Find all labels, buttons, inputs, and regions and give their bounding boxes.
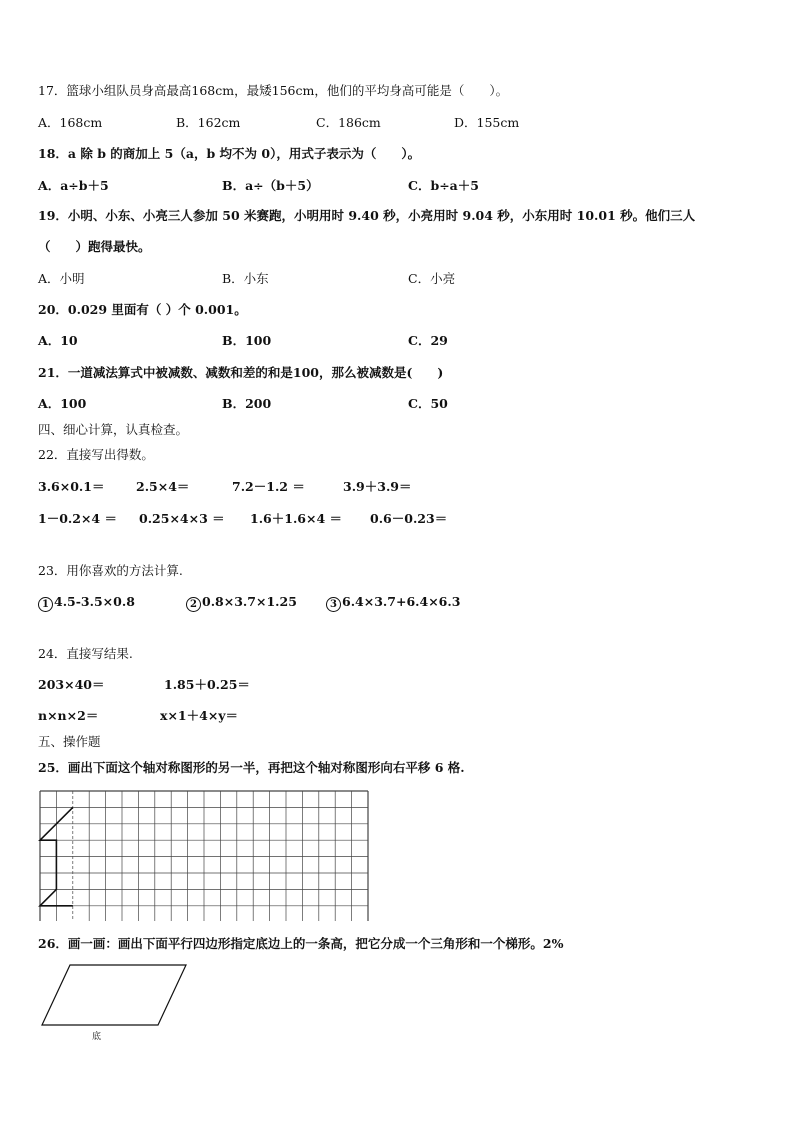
q25-square-grid xyxy=(38,789,372,921)
q20-option-a: A．10 xyxy=(38,333,78,348)
q21-option-c: C．50 xyxy=(408,396,448,411)
q26-base-label: 底 xyxy=(92,1032,102,1042)
q19-option-b: B．小东 xyxy=(222,271,269,286)
q24-expr: 1.85＋0.25＝ xyxy=(164,677,250,692)
q26-stem: 26．画一画：画出下面平行四边形指定底边上的一条高，把它分成一个三角形和一个梯形。2% xyxy=(38,936,564,951)
q20-option-c: C．29 xyxy=(408,333,448,348)
q23-expr: 0.8×3.7×1.25 xyxy=(202,594,297,609)
q23-stem: 23．用你喜欢的方法计算. xyxy=(38,563,183,578)
q22-expr: 7.2－1.2 ＝ xyxy=(232,479,305,494)
q18-option-b: B．a÷（b＋5） xyxy=(222,178,319,193)
q24-expr: x×1＋4×y＝ xyxy=(160,708,239,723)
q17-option-b: B．162cm xyxy=(176,115,241,130)
q26-parallelogram xyxy=(38,962,198,1032)
q21-option-a: A．100 xyxy=(38,396,87,411)
q17-option-a: A．168cm xyxy=(38,115,103,130)
q25-stem: 25．画出下面这个轴对称图形的另一半，再把这个轴对称图形向右平移 6 格. xyxy=(38,760,465,775)
circled-number: 2 xyxy=(186,597,201,612)
q23-expr: 6.4×3.7+6.4×6.3 xyxy=(342,594,461,609)
q17-stem: 17．篮球小组队员身高最高168cm，最矮156cm，他们的平均身高可能是（ ）。 xyxy=(38,83,509,98)
section-4-heading: 四、细心计算，认真检查。 xyxy=(38,422,189,437)
q23-item-2 xyxy=(186,593,297,612)
q24-stem: 24．直接写结果. xyxy=(38,646,133,661)
q22-expr: 0.25×4×3 ＝ xyxy=(139,511,225,526)
q19-option-a: A．小明 xyxy=(38,271,85,286)
q18-option-c: C．b÷a＋5 xyxy=(408,178,479,193)
q23-expr: 4.5-3.5×0.8 xyxy=(54,594,135,609)
q22-expr: 3.6×0.1＝ xyxy=(38,479,105,494)
q20-option-b: B．100 xyxy=(222,333,272,348)
q22-stem: 22．直接写出得数。 xyxy=(38,447,154,462)
q23-item-1 xyxy=(38,593,135,612)
q24-expr: 203×40＝ xyxy=(38,677,105,692)
q19-stem-line1: 19．小明、小东、小亮三人参加 50 米赛跑，小明用时 9.40 秒，小亮用时 9.04 秒，小东用时 10.01 秒。他们三人 xyxy=(38,208,696,223)
circled-number: 1 xyxy=(38,597,53,612)
q21-option-b: B．200 xyxy=(222,396,272,411)
q24-expr: n×n×2＝ xyxy=(38,708,99,723)
q22-expr: 0.6－0.23＝ xyxy=(370,511,448,526)
parallelogram-shape xyxy=(42,965,186,1025)
q17-option-c: C．186cm xyxy=(316,115,381,130)
q19-stem-line2: （ ）跑得最快。 xyxy=(38,239,151,254)
q18-option-a: A．a÷b＋5 xyxy=(38,178,109,193)
q19-option-c: C．小亮 xyxy=(408,271,456,286)
q22-expr: 2.5×4＝ xyxy=(136,479,190,494)
circled-number: 3 xyxy=(326,597,341,612)
q22-expr: 1－0.2×4 ＝ xyxy=(38,511,117,526)
q20-stem: 20．0.029 里面有（ ）个 0.001。 xyxy=(38,302,247,317)
q21-stem: 21．一道减法算式中被减数、减数和差的和是100，那么被减数是( ) xyxy=(38,365,444,380)
q17-option-d: D．155cm xyxy=(454,115,520,130)
q22-expr: 3.9＋3.9＝ xyxy=(343,479,412,494)
section-5-heading: 五、操作题 xyxy=(38,734,101,749)
q22-expr: 1.6＋1.6×4 ＝ xyxy=(250,511,343,526)
q23-item-3 xyxy=(326,593,460,612)
q18-stem: 18．a 除 b 的商加上 5（a，b 均不为 0），用式子表示为（ ）。 xyxy=(38,146,421,161)
